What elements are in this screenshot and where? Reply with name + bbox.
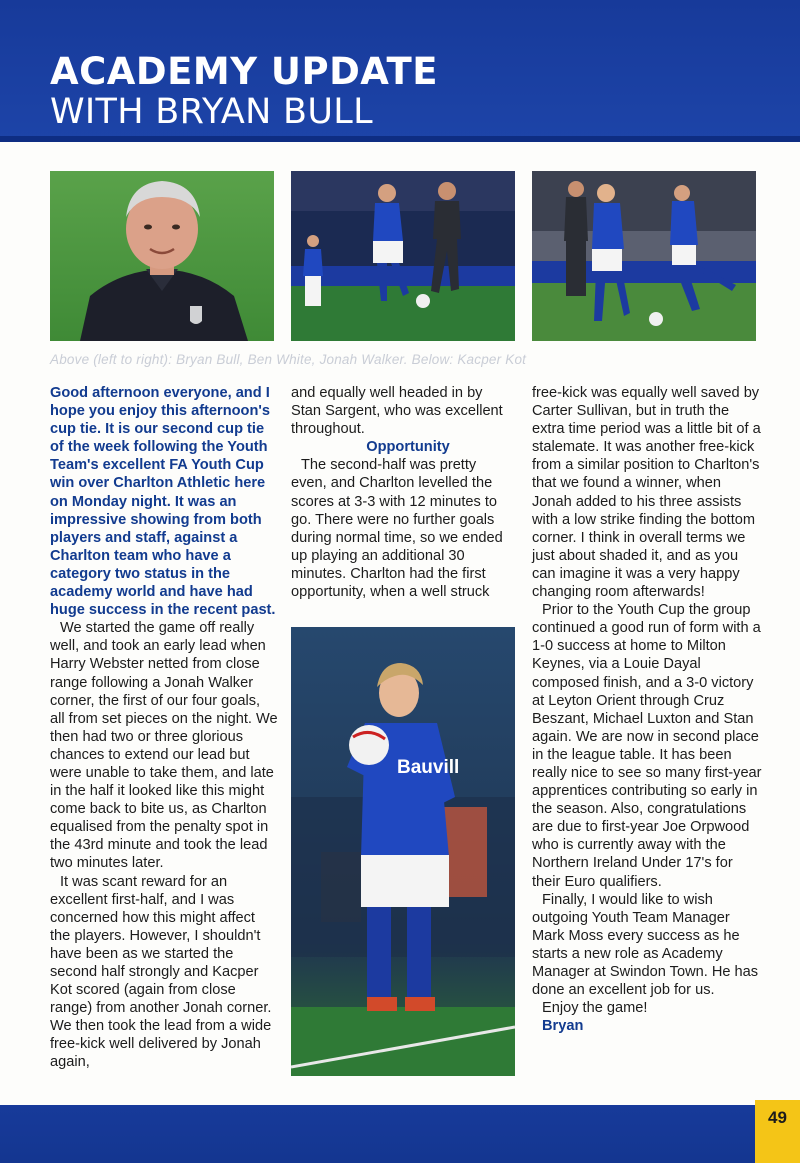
article-column-1 [50, 384, 278, 1072]
body-paragraph: The second-half was pretty even, and Charlton levelled the scores at 3-3 with 12 minutes to go. There were no further goals during normal time, so we ended up playing an additional 30 minutes. Charlton had the first opportunity, when a well struck [291, 457, 503, 601]
match-action-icon-2 [532, 171, 756, 341]
page-title: ACADEMY UPDATE [50, 50, 439, 93]
footer-band [0, 1105, 800, 1163]
sponsor-logo: Bauvill [397, 757, 460, 778]
portrait-icon [50, 171, 274, 341]
player-portrait-icon [291, 627, 515, 1076]
body-paragraph: We started the game off really well, and took an early lead when Harry Webster netted from close range following a Jonah Walker corner, the first of our four goals, all from set pieces on the night. We then had two or three glorious chances to extend our lead but were unable to take them, and late in the half it looked like this might come back to bite us, as Charlton equalised from the penalty spot in the 43rd minute and took the lead two minutes later. [50, 620, 278, 872]
subheading: Opportunity [366, 439, 450, 456]
body-paragraph: Enjoy the game! [542, 1000, 648, 1017]
body-paragraph: free-kick was equally well saved by Carter Sullivan, but in truth the extra time period was a little bit of a stalemate. It was another free-kick from a similar position to Charlton's that we found a winner, when Jonah added to his three assists with a low strike finding the bottom corner. I think in overall terms we just about shaded it, and as you can imagine it was a very happy changing room afterwards! [532, 385, 761, 601]
photo-jonah-walker [532, 171, 756, 341]
article-column-3 [532, 384, 762, 1035]
page-subtitle: WITH BRYAN BULL [50, 92, 373, 132]
page-number: 49 [768, 1108, 787, 1127]
article-column-2 [291, 384, 515, 601]
body-paragraph: Prior to the Youth Cup the group continued a good run of form with a 1-0 success at home to Milton Keynes, via a Louie Dayal composed finish, and a 3-0 victory at Leyton Orient through Cruz Beszant, Michael Luxton and Stan again. We are now in second place in the league table. It has been really nice to see so many first-year apprentices contributing so early in the season. Also, congratulations are due to first-year Joe Orpwood who is currently away with the Northern Ireland Under 17's for their Euro qualifiers. [532, 602, 762, 890]
body-paragraph: It was scant reward for an excellent first-half, and I was concerned how this might affect the players. However, I shouldn't have been as we started the second half strongly and Kacper Kot scored (again from close range) from another Jonah corner. We then took the lead from a wide free-kick well delivered by Jonah again, [50, 873, 272, 1071]
photo-kacper-kot [291, 627, 515, 1076]
signoff: Bryan [542, 1018, 584, 1035]
photo-ben-white [291, 171, 515, 341]
body-paragraph: Finally, I would like to wish outgoing Youth Team Manager Mark Moss every success as he starts a new role as Academy Manager at Swindon Town. He has done an excellent job for us. [532, 891, 759, 999]
photo-caption: Above (left to right): Bryan Bull, Ben White, Jonah Walker. Below: Kacper Kot [50, 352, 527, 367]
body-paragraph: and equally well headed in by Stan Sargent, who was excellent throughout. [291, 385, 503, 438]
match-action-icon [291, 171, 515, 341]
photo-bryan-bull [50, 171, 274, 341]
intro-paragraph: Good afternoon everyone, and I hope you enjoy this afternoon's cup tie. It is our second cup tie of the week following the Youth Team's excellent FA Youth Cup win over Charlton Athletic here on Monday night. It was an impressive showing from both players and staff, against a Charlton team who have a category two status in the academy world and have had huge success in the recent past. [50, 385, 276, 619]
